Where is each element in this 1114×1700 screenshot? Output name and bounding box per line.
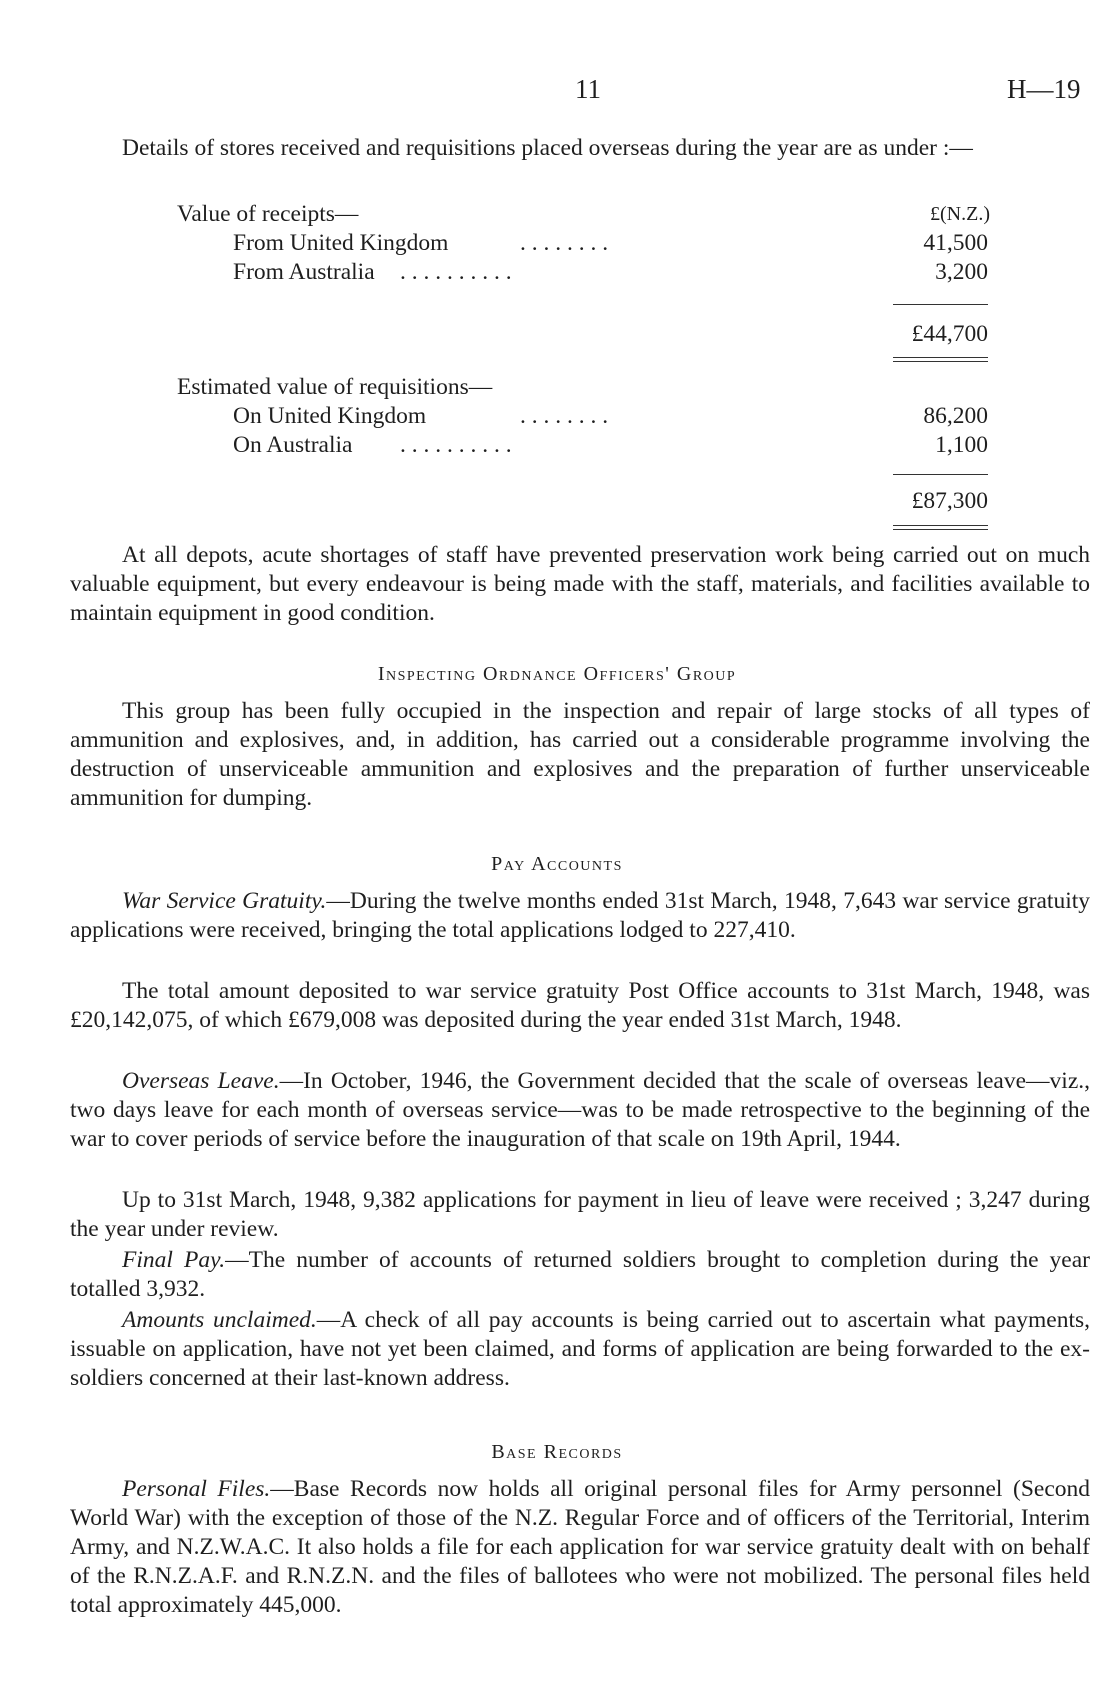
receipts-row-amount: 3,200: [935, 259, 988, 285]
overseas-leave-title: Overseas Leave.: [122, 1068, 280, 1094]
requisitions-row-amount: 86,200: [923, 403, 988, 429]
unclaimed-title: Amounts unclaimed.: [122, 1307, 317, 1333]
requisitions-total: £87,300: [911, 488, 988, 514]
pay-accounts-heading: Pay Accounts: [491, 853, 623, 875]
currency-header: £(N.Z.): [930, 203, 990, 225]
requisitions-row-amount: 1,100: [935, 432, 988, 458]
requisitions-row-label: On United Kingdom: [233, 403, 427, 429]
overseas-leave-text: —In October, 1946, the Government decided that the scale of overseas leave—viz., two days leave for each month of overseas service—was to be made retrospective to the beginning of the war to cover periods of service before the inauguration of that scale on 19th April, 1944.: [70, 1068, 1090, 1152]
war-gratuity-text: —During the twelve months ended 31st March, 1948, 7,643 war service gratuity applications were received, bringing the total applications lodged to 227,410.: [70, 888, 1091, 943]
personal-files-title: Personal Files.: [122, 1476, 271, 1502]
base-records-heading: Base Records: [491, 1441, 623, 1463]
requisitions-label: Estimated value of requisitions—: [177, 374, 493, 400]
unclaimed-text: —A check of all pay accounts is being carried out to ascertain what payments, issuable on application, have not yet been claimed, and forms of application are being forwarded to the ex-soldiers concerned at their last-known address.: [70, 1307, 1090, 1391]
leader-dots: . . . . . . . .: [520, 403, 609, 429]
subtotal-rule: [893, 474, 988, 475]
unclaimed-paragraph: [70, 1306, 1090, 1393]
total-double-rule-bottom: [893, 361, 988, 362]
page-number: 11: [575, 74, 601, 104]
personal-files-text: —Base Records now holds all original personal files for Army personnel (Second World War) with the exception of those of the N.Z. Regular Force and of officers of the Territorial, Interim Army, and N.Z.W.A.C. It also holds a file for each application for war service gratuity dealt with on behalf of the R.N.Z.A.F. and R.N.Z.N. and the files of ballotees who were not mobilized. The personal files held total approximately 445,000.: [70, 1476, 1090, 1618]
final-pay-text: —The number of accounts of returned soldiers brought to completion during the year totalled 3,932.: [70, 1247, 1090, 1302]
total-double-rule-bottom: [893, 529, 988, 530]
leader-dots: . . . . . . . .: [520, 230, 609, 256]
subtotal-rule: [893, 304, 988, 305]
receipts-label: Value of receipts—: [177, 201, 359, 227]
depots-paragraph: At all depots, acute shortages of staff have prevented preservation work being carried out on much valuable equipment, but every endeavour is being made with the staff, materials, and facilities available to maintain equipment in good condition.: [70, 542, 1090, 626]
final-pay-title: Final Pay.: [122, 1247, 226, 1273]
receipts-row-label: From United Kingdom: [233, 230, 449, 256]
receipts-total: £44,700: [911, 321, 988, 347]
personal-files-paragraph: [70, 1475, 1090, 1620]
applications-paragraph: Up to 31st March, 1948, 9,382 applications for payment in lieu of leave were received ; 3,247 during the year under review.: [70, 1187, 1090, 1242]
total-double-rule-top: [893, 525, 988, 526]
intro-paragraph: Details of stores received and requisitions placed overseas during the year are as under :—: [122, 135, 973, 161]
total-deposited-paragraph: The total amount deposited to war service gratuity Post Office accounts to 31st March, 1948, was £20,142,075, of which £679,008 was deposited during the year ended 31st March, 1948.: [70, 978, 1090, 1033]
inspecting-heading: Inspecting Ordnance Officers' Group: [377, 663, 737, 685]
war-gratuity-paragraph: [70, 887, 1090, 945]
document-reference: H—19: [1007, 74, 1081, 104]
leader-dots: . . . . . . . . . .: [400, 432, 512, 458]
receipts-row-amount: 41,500: [923, 230, 988, 256]
total-double-rule-top: [893, 357, 988, 358]
war-gratuity-title: War Service Gratuity.: [122, 888, 327, 914]
receipts-row-label: From Australia: [233, 259, 375, 285]
inspecting-paragraph: This group has been fully occupied in the inspection and repair of large stocks of all types of ammunition and explosives, and, in addition, has carried out a considerable programme involving the destruction of unserviceable ammunition and explosives and the preparation of further unserviceable ammunition for dumping.: [70, 698, 1090, 811]
final-pay-paragraph: [70, 1246, 1090, 1304]
requisitions-row-label: On Australia: [233, 432, 353, 458]
overseas-leave-paragraph: [70, 1067, 1090, 1154]
leader-dots: . . . . . . . . . .: [400, 259, 512, 285]
